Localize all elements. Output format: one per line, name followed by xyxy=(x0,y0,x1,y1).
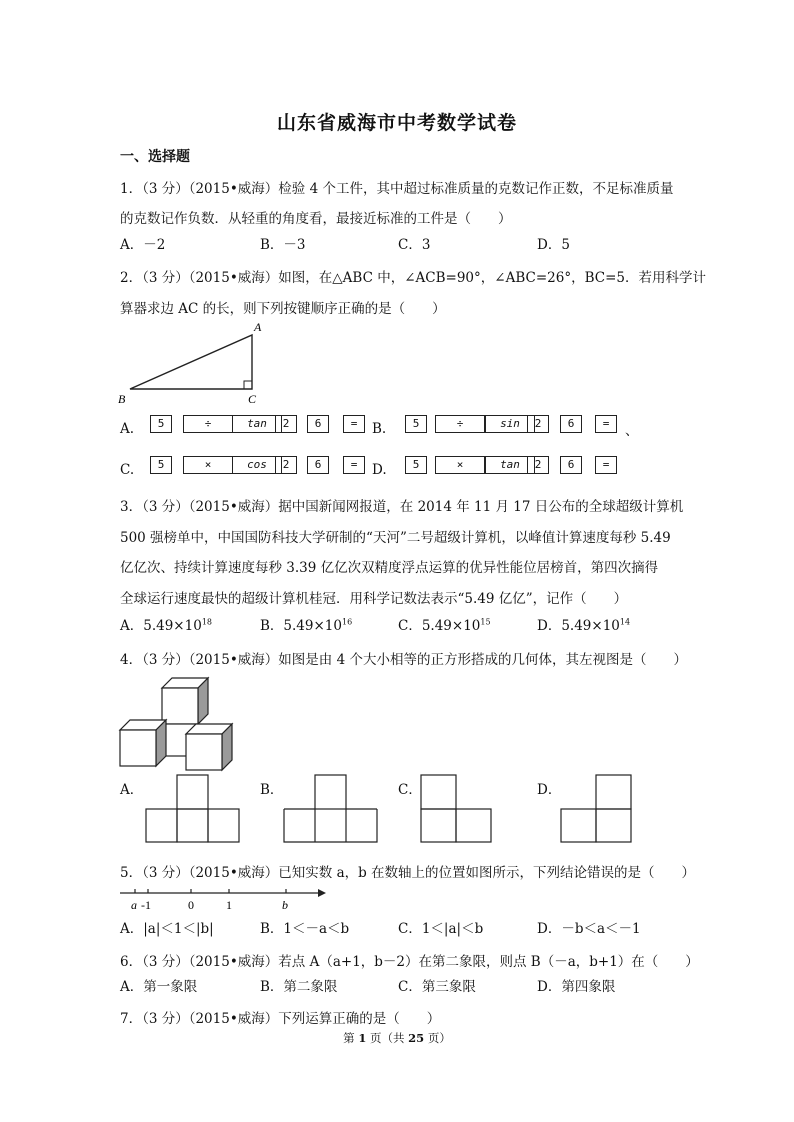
q4-option-b-letter: B． xyxy=(260,782,284,798)
q2-option-c-letter: C. xyxy=(120,462,135,478)
key: ÷ xyxy=(435,415,485,433)
arrow-icon xyxy=(318,889,326,897)
vertex-label-c: C xyxy=(248,392,257,406)
key: = xyxy=(343,415,365,433)
q3-option-c: C．$5.49\times 10^{15}$ xyxy=(398,617,491,634)
cube-left xyxy=(120,720,166,766)
option-separator: 、 xyxy=(625,423,639,439)
vertex-label-a: A xyxy=(254,320,262,334)
tick-label-a: a xyxy=(131,898,137,912)
q3-option-a: A．$5.49\times 10^{18}$ xyxy=(120,617,212,634)
q5-option-c: C．1＜|a|＜b xyxy=(398,921,484,937)
key: × xyxy=(183,456,233,474)
q5-line1: 5．（3 分）（2015•威海）已知实数 a，b 在数轴上的位置如图所示，下列结论错误的是（ ） xyxy=(120,865,696,881)
q2-option-a-keys xyxy=(150,415,370,435)
q6-option-d: D．第四象限 xyxy=(537,979,616,995)
key: 6 xyxy=(307,415,329,433)
cube-figure xyxy=(115,672,245,776)
tick-label-b: b xyxy=(282,898,288,912)
q2-option-b-keys xyxy=(405,415,625,435)
tick-label-minus-one: -1 xyxy=(141,898,151,912)
key: = xyxy=(595,456,617,474)
key: × xyxy=(435,456,485,474)
number-line-figure xyxy=(118,884,328,914)
exam-title: 山东省威海市中考数学试卷 xyxy=(276,112,517,134)
q2-option-a-letter: A. xyxy=(120,421,135,437)
q6-line1: 6．（3 分）（2015•威海）若点 A（a+1，b－2）在第二象限，则点 B（－a，b+1）在（ ） xyxy=(120,954,699,970)
q6-option-a: A．第一象限 xyxy=(120,979,198,995)
key: = xyxy=(595,415,617,433)
tick-label-zero: 0 xyxy=(188,898,194,912)
q4-option-b-view xyxy=(283,774,381,844)
key: tan xyxy=(232,415,282,433)
q6-option-b: B．第二象限 xyxy=(260,979,338,995)
q4-option-d-letter: D． xyxy=(537,782,562,798)
q6-option-c: C．第三象限 xyxy=(398,979,476,995)
q2-option-b-letter: B. xyxy=(372,421,387,437)
q1-line2: 的克数记作负数．从轻重的角度看，最接近标准的工件是（ ） xyxy=(120,211,512,227)
q1-line1: 1．（3 分）（2015•威海）检验 4 个工件，其中超过标准质量的克数记作正数，不足标准质量 xyxy=(120,181,674,197)
q4-option-a-letter: A． xyxy=(120,782,144,798)
key: 6 xyxy=(560,415,582,433)
q5-option-d: D．－b＜a＜－1 xyxy=(537,921,641,937)
key: 2 xyxy=(275,456,297,474)
q7-line1: 7．（3 分）（2015•威海）下列运算正确的是（ ） xyxy=(120,1011,441,1027)
key: 5 xyxy=(150,415,172,433)
q2-line1: 2．（3 分）（2015•威海）如图，在△ABC 中，∠ACB=90°，∠ABC=26°，BC=5．若用科学计 xyxy=(120,270,706,286)
q3-line4: 全球运行速度最快的超级计算机桂冠．用科学记数法表示“5.49 亿亿”，记作（ ） xyxy=(120,591,628,607)
tick-label-one: 1 xyxy=(226,898,232,912)
key: tan xyxy=(485,456,535,474)
key: ÷ xyxy=(183,415,233,433)
q1-option-c: C．3 xyxy=(398,237,431,253)
key: cos xyxy=(232,456,282,474)
key: 2 xyxy=(527,415,549,433)
key: = xyxy=(343,456,365,474)
q5-option-b: B．1＜－a＜b xyxy=(260,921,350,937)
q2-option-d-letter: D. xyxy=(372,462,387,478)
triangle-abc xyxy=(130,335,252,389)
page-total: 25 xyxy=(408,1031,425,1045)
q3-line1: 3．（3 分）（2015•威海）据中国新闻网报道，在 2014 年 11 月 17 日公布的全球超级计算机 xyxy=(120,499,684,515)
q1-option-a: A．－2 xyxy=(120,237,166,253)
q4-option-d-view xyxy=(560,774,636,844)
key: 5 xyxy=(405,456,427,474)
cube-right xyxy=(186,724,232,770)
triangle-figure xyxy=(112,318,272,410)
q3-option-b: B．$5.49\times 10^{16}$ xyxy=(260,617,353,634)
right-angle-mark xyxy=(244,381,252,389)
key: 5 xyxy=(405,415,427,433)
key: 2 xyxy=(275,415,297,433)
page-footer: 第 1 页（共 25 页） xyxy=(343,1031,451,1045)
key: 6 xyxy=(560,456,582,474)
q2-option-c-keys xyxy=(150,456,370,476)
key: 6 xyxy=(307,456,329,474)
key: 5 xyxy=(150,456,172,474)
q2-option-d-keys xyxy=(405,456,625,476)
cube-top xyxy=(162,678,208,724)
key: 2 xyxy=(527,456,549,474)
q3-line2: 500 强榜单中，中国国防科技大学研制的“天河”二号超级计算机，以峰值计算速度每秒 5.49 xyxy=(120,530,671,546)
q4-option-c-view xyxy=(420,774,496,844)
q1-option-d: D．5 xyxy=(537,237,570,253)
q4-option-a-view xyxy=(145,774,243,844)
page-number: 1 xyxy=(358,1031,367,1045)
q5-option-a: A．|a|＜1＜|b| xyxy=(120,921,214,937)
q4-option-c-letter: C． xyxy=(398,782,422,798)
section-heading: 一、选择题 xyxy=(120,149,190,165)
q3-line3: 亿亿次、持续计算速度每秒 3.39 亿亿次双精度浮点运算的优异性能位居榜首，第四次摘得 xyxy=(120,560,659,576)
q3-option-d: D．$5.49\times 10^{14}$ xyxy=(537,617,631,634)
key: sin xyxy=(485,415,535,433)
vertex-label-b: B xyxy=(118,392,126,406)
q1-option-b: B．－3 xyxy=(260,237,306,253)
q4-line1: 4．（3 分）（2015•威海）如图是由 4 个大小相等的正方形搭成的几何体，其左视图是（ ） xyxy=(120,652,687,668)
q2-line2: 算器求边 AC 的长，则下列按键顺序正确的是（ ） xyxy=(120,301,446,317)
